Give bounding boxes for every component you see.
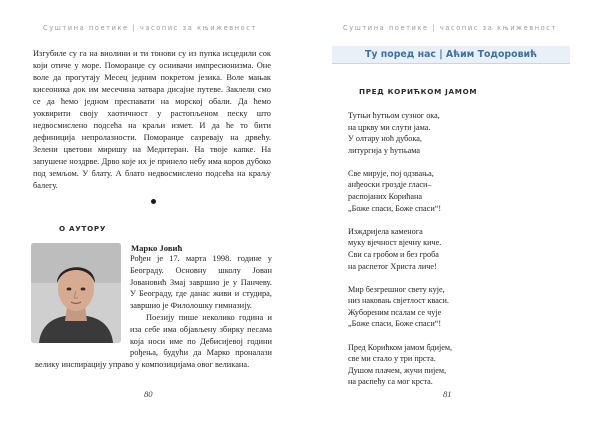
poem-stanza <box>348 284 578 330</box>
poem-line: „Боже спаси, Боже спаси“! <box>348 203 442 213</box>
poem-line: Жубореним псалам се чује <box>348 307 442 317</box>
poem-stanza <box>348 226 578 272</box>
author-bio <box>35 253 272 371</box>
poem-stanza <box>348 110 578 156</box>
page-number-left: 80 <box>144 389 153 399</box>
poem-line: све ми стало у три прста. <box>348 354 436 364</box>
bio-paragraph-1: Рођен је 17. марта 1998. године у Београду. Основну школу Јован Јовановић Змај завршио је у Панчеву. У Београду, где данас живи и студира, завршио је Филолошку гимназију. <box>130 254 272 311</box>
poem-line: литургија у ћутњама <box>348 145 421 155</box>
section-title: Ту поред нас | Аћим Тодоровић <box>332 46 570 64</box>
poem-line: Душом плачем, жучи пијем, <box>348 365 447 375</box>
running-head-right: Суштина поетике | часопис за књижевност <box>343 24 557 32</box>
poem-line: Сви са гробом и без гроба <box>348 249 439 259</box>
poem-line: муку вјечност вјечну киче. <box>348 238 442 248</box>
poem-heading: ПРЕД КОРИЋКОМ ЈАМОМ <box>359 87 478 96</box>
poem-line: на распетог Христа личе! <box>348 261 437 271</box>
bio-paragraph-2: Поезију пише неколико година и иза себе има објављену збирку песама која носи име по Дебисијевој години рођења, будући да Марко проналази велику инспирацију управо у композицијама овог великана. <box>35 312 272 370</box>
poem-line: низ наковањ свјетлост кваси. <box>348 296 449 306</box>
poem-line: Изждријела каменога <box>348 226 423 236</box>
poem-line: Тутњи ћутњом сузног ока, <box>348 111 440 120</box>
poem-stanza <box>348 168 578 214</box>
poem-line: распојаних Корићана <box>348 192 423 202</box>
poem <box>348 110 578 399</box>
poem-line: Пред Корићком јамом бдијем, <box>348 342 453 352</box>
poem-stanza <box>348 342 578 388</box>
page-number-right: 81 <box>443 389 452 399</box>
poem-line: на цркву ми слути јама. <box>348 122 431 132</box>
about-author-heading: О АУТОРУ <box>59 224 107 233</box>
poem-line: У олтару ноћ дубока, <box>348 134 422 144</box>
running-head-left: Суштина поетике | часопис за књижевност <box>43 24 257 32</box>
poem-line: анђеоски гроздје гласи– <box>348 180 432 190</box>
poem-line: „Боже спаси, Боже спаси“! <box>348 319 442 329</box>
poem-line: на распећу са мог крста. <box>348 377 433 387</box>
section-divider-bullet <box>151 199 156 204</box>
prose-body: Изгубиле су га на виолини и ти тонови су из пупка исцедили сок који отиче у море. Поморанџе су оснивачи импресионизма. Оне воле да прогутају Месец једним покретом језика. Воле мањак кисеоника док им месечина затвара дисајне путеве. Заклели смо се да ћемо једном преспавати на морској обали. Да ћемо уоквирити своју хаотичност у растопљеном песку што недвосмислено подсећа на краљи измет. И да ће то бити дефиниција непролазности. Поморанџе сазревају на дрвећу. Зелени цветови миришу на Медитеран. На твоје капке. На запушене ноздрве. Дрво које их је принело небу има коров дубоко под земљом. У блату. А блато недвосмислено подсећа на краљу балегу. <box>33 49 271 190</box>
right-page <box>300 0 600 425</box>
poem-line: Мир безгрешног свету кује, <box>348 284 445 294</box>
author-name: Марко Јовић <box>131 243 183 253</box>
poem-line: Све мирује, пој одзвања, <box>348 168 434 178</box>
